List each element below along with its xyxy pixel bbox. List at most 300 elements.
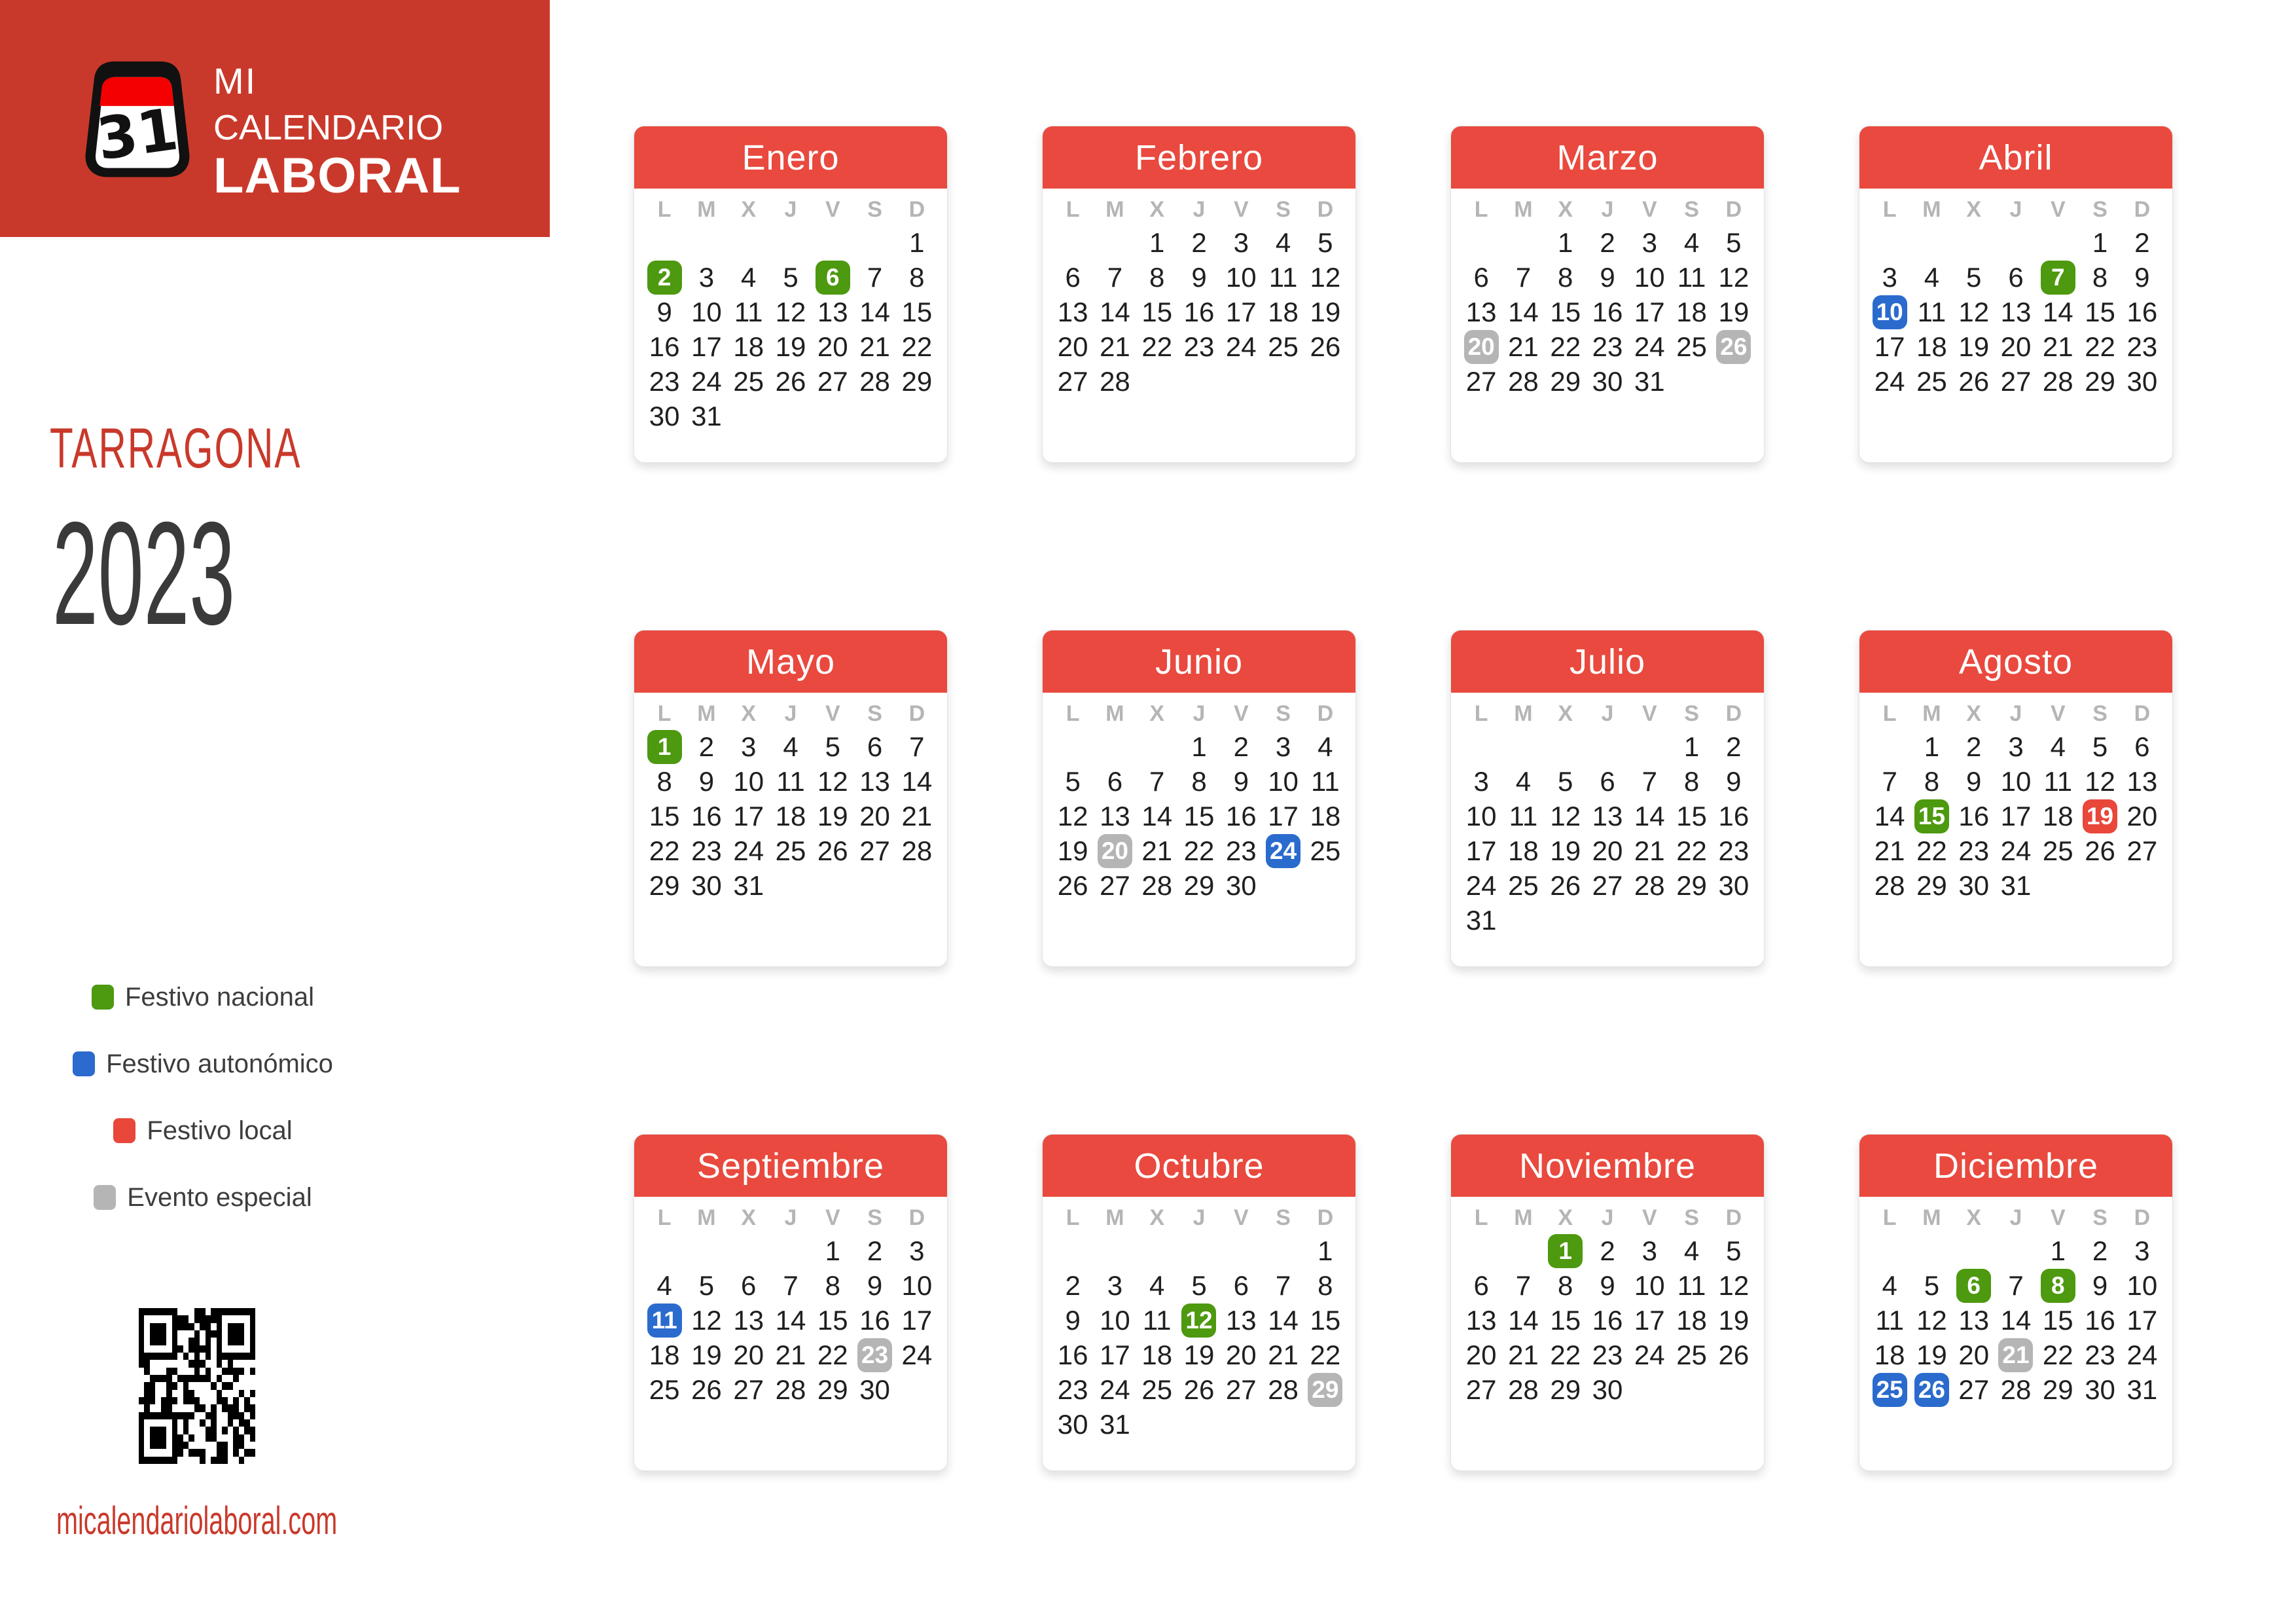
day-cell (2121, 799, 2163, 833)
day-cell (1995, 1303, 2037, 1338)
day-cell (1869, 729, 1910, 764)
day-cell (1545, 260, 1587, 295)
weekday-label: V (825, 701, 840, 726)
days-grid (634, 728, 947, 938)
month-title: Marzo (1451, 126, 1764, 189)
day-cell (728, 799, 770, 833)
weekday-header-row (1451, 693, 1764, 728)
day-cell (1136, 1372, 1178, 1407)
day-number: 6 (1473, 1269, 1489, 1301)
day-cell (1502, 1268, 1544, 1303)
day-cell (770, 868, 812, 903)
day-number: 6 (1065, 261, 1081, 293)
day-number: 5 (783, 261, 798, 293)
day-cell (1670, 399, 1712, 433)
day-badge-nacional: 6 (816, 261, 850, 295)
day-cell (643, 399, 685, 433)
day-cell (812, 799, 853, 833)
day-cell (1262, 1303, 1304, 1338)
day-cell (1094, 764, 1136, 799)
weekday-label: S (2092, 1205, 2108, 1230)
day-cell (728, 1407, 770, 1442)
day-cell (1869, 799, 1910, 833)
day-cell (2079, 1303, 2121, 1338)
day-number: 19 (1550, 835, 1581, 866)
day-cell (853, 1407, 895, 1442)
day-number: 13 (2000, 296, 2032, 327)
weekday-label: M (1514, 701, 1533, 726)
day-cell (1587, 1407, 1628, 1442)
day-number: 26 (691, 1374, 722, 1405)
day-cell (1262, 764, 1304, 799)
day-cell (2037, 399, 2079, 433)
day-number: 19 (1310, 296, 1341, 327)
day-cell (1628, 364, 1670, 399)
weekday-label: V (1233, 196, 1249, 222)
weekday-label: M (1105, 701, 1124, 726)
day-cell (685, 225, 727, 260)
website-link[interactable]: micalendariolaboral.com (56, 1499, 338, 1542)
day-cell (728, 833, 770, 868)
month-title: Julio (1451, 630, 1764, 693)
weekday-label: S (1276, 1205, 1291, 1230)
day-cell (1136, 364, 1178, 399)
day-cell (770, 295, 812, 329)
weekday-label: X (1966, 1205, 1982, 1230)
day-cell (1220, 799, 1262, 833)
day-cell (1670, 1303, 1712, 1338)
day-cell (1304, 868, 1346, 903)
day-number: 15 (1310, 1304, 1341, 1336)
day-number: 3 (909, 1235, 925, 1266)
day-number: 18 (1676, 296, 1707, 327)
day-cell (1136, 1303, 1178, 1338)
day-cell (728, 1233, 770, 1268)
weekday-label: J (784, 701, 797, 726)
day-cell (1910, 903, 1952, 938)
day-number: 26 (1310, 331, 1341, 362)
day-cell (1628, 1233, 1670, 1268)
day-cell (1713, 260, 1755, 295)
day-number: 23 (2126, 331, 2158, 362)
day-cell (1713, 729, 1755, 764)
day-number: 25 (1310, 835, 1341, 866)
day-number: 17 (901, 1304, 933, 1336)
day-cell (728, 260, 770, 295)
weekday-label: L (657, 701, 672, 726)
day-number: 13 (1225, 1304, 1257, 1336)
day-number: 1 (1149, 227, 1165, 258)
day-cell (812, 295, 853, 329)
day-cell (853, 399, 895, 433)
day-cell (812, 1338, 853, 1372)
day-cell (853, 295, 895, 329)
day-cell (1262, 833, 1304, 868)
day-number: 23 (691, 835, 722, 866)
day-cell (1670, 1372, 1712, 1407)
day-cell (1178, 1233, 1220, 1268)
day-cell (1094, 1303, 1136, 1338)
day-number: 24 (691, 365, 722, 397)
day-cell (853, 260, 895, 295)
day-number: 30 (2126, 365, 2158, 397)
day-cell (896, 799, 938, 833)
day-number: 3 (1275, 731, 1291, 762)
brand-block (0, 0, 550, 237)
day-cell (1178, 729, 1220, 764)
day-number: 1 (825, 1235, 840, 1266)
days-grid (1043, 1232, 1355, 1442)
day-number: 10 (2126, 1269, 2158, 1301)
day-cell (1094, 399, 1136, 433)
day-cell (1995, 1268, 2037, 1303)
day-cell (812, 1268, 853, 1303)
day-number: 15 (2085, 296, 2115, 327)
day-cell (1502, 399, 1544, 433)
day-number: 26 (1718, 1339, 1749, 1370)
day-number: 16 (1958, 800, 1990, 831)
day-number: 30 (2085, 1374, 2115, 1405)
weekday-label: V (1233, 701, 1249, 726)
day-cell (1262, 295, 1304, 329)
day-number: 1 (1191, 731, 1207, 762)
day-number: 21 (1100, 331, 1130, 362)
legend-item-especial (94, 1182, 312, 1213)
day-number: 16 (649, 331, 680, 362)
day-cell (1953, 1338, 1995, 1372)
day-number: 9 (1600, 261, 1615, 293)
day-cell (1869, 833, 1910, 868)
day-cell (1052, 329, 1094, 364)
day-cell (812, 225, 853, 260)
day-number: 6 (2008, 261, 2024, 293)
day-cell (896, 1338, 938, 1372)
day-cell (2037, 833, 2079, 868)
day-number: 14 (1634, 800, 1665, 831)
day-cell (1587, 764, 1628, 799)
weekday-label: S (1276, 196, 1291, 222)
day-cell (2079, 1268, 2121, 1303)
day-number: 14 (1100, 296, 1130, 327)
day-number: 14 (1508, 296, 1539, 327)
day-number: 9 (1600, 1269, 1615, 1301)
day-number: 19 (1916, 1339, 1947, 1370)
day-cell (1995, 1407, 2037, 1442)
day-cell (1587, 1268, 1628, 1303)
month-card-mayo (634, 630, 948, 967)
day-cell (1910, 1407, 1952, 1442)
day-cell (2079, 329, 2121, 364)
day-number: 20 (2000, 331, 2032, 362)
day-cell (1460, 225, 1502, 260)
day-cell (2037, 225, 2079, 260)
day-cell (1220, 1303, 1262, 1338)
day-cell (1178, 1407, 1220, 1442)
day-number: 27 (733, 1374, 764, 1405)
day-cell (728, 295, 770, 329)
day-number: 18 (1310, 800, 1341, 831)
day-cell (1136, 1407, 1178, 1442)
day-cell (2121, 1268, 2163, 1303)
day-cell (1910, 295, 1952, 329)
day-number: 25 (1268, 331, 1299, 362)
day-cell (1545, 1268, 1587, 1303)
day-number: 30 (691, 869, 722, 901)
day-number: 20 (1057, 331, 1088, 362)
day-cell (1587, 1372, 1628, 1407)
day-cell (1545, 903, 1587, 938)
days-grid (1451, 1232, 1764, 1442)
day-cell (1460, 364, 1502, 399)
day-cell (770, 364, 812, 399)
day-number: 5 (1726, 1235, 1742, 1266)
day-cell (1953, 295, 1995, 329)
day-cell (896, 295, 938, 329)
weekday-label: L (657, 196, 672, 222)
day-cell (1910, 833, 1952, 868)
day-number: 13 (2126, 765, 2158, 797)
day-cell (2037, 764, 2079, 799)
day-cell (1995, 799, 2037, 833)
day-badge-nacional: 1 (1548, 1234, 1583, 1268)
day-number: 7 (1107, 261, 1123, 293)
day-cell (1262, 729, 1304, 764)
day-number: 16 (1718, 800, 1749, 831)
day-cell (1262, 260, 1304, 295)
day-number: 13 (1592, 800, 1623, 831)
day-cell (1713, 329, 1755, 364)
day-cell (685, 399, 727, 433)
day-cell (1628, 295, 1670, 329)
day-number: 18 (775, 800, 806, 831)
day-number: 10 (2000, 765, 2032, 797)
day-number: 20 (1465, 1339, 1497, 1370)
day-cell (1545, 295, 1587, 329)
day-cell (1304, 364, 1346, 399)
day-number: 31 (733, 869, 764, 901)
day-cell (1502, 364, 1544, 399)
day-cell (1713, 799, 1755, 833)
day-number: 29 (2085, 365, 2115, 397)
day-cell (1220, 1372, 1262, 1407)
day-cell (812, 364, 853, 399)
weekday-label: L (1066, 701, 1080, 726)
day-number: 29 (1550, 365, 1581, 397)
day-cell (770, 833, 812, 868)
day-cell (853, 1338, 895, 1372)
day-cell (896, 364, 938, 399)
day-number: 29 (1550, 1374, 1581, 1405)
day-cell (2079, 225, 2121, 260)
day-cell (643, 1268, 685, 1303)
day-cell (1587, 868, 1628, 903)
day-cell (1304, 1233, 1346, 1268)
day-number: 14 (1508, 1304, 1539, 1336)
day-cell (1995, 399, 2037, 433)
day-cell (1304, 1407, 1346, 1442)
day-cell (685, 729, 727, 764)
day-cell (1502, 1303, 1544, 1338)
weekday-label: M (1922, 196, 1941, 222)
especial-color-swatch (94, 1185, 116, 1210)
day-cell (1460, 295, 1502, 329)
day-number: 13 (1465, 296, 1497, 327)
day-cell (853, 1372, 895, 1407)
day-cell (896, 1372, 938, 1407)
day-cell (1628, 833, 1670, 868)
day-number: 7 (867, 261, 883, 293)
day-number: 26 (1550, 869, 1581, 901)
day-cell (1460, 1233, 1502, 1268)
day-number: 31 (2000, 869, 2032, 901)
day-cell (2121, 868, 2163, 903)
day-cell (1094, 225, 1136, 260)
day-cell (685, 868, 727, 903)
day-cell (1136, 329, 1178, 364)
month-card-diciembre (1859, 1134, 2173, 1471)
weekday-label: L (1882, 701, 1897, 726)
day-number: 16 (1057, 1339, 1088, 1370)
day-number: 14 (1268, 1304, 1299, 1336)
day-cell (1460, 868, 1502, 903)
day-number: 14 (1874, 800, 1905, 831)
day-cell (1587, 1303, 1628, 1338)
day-cell (1713, 764, 1755, 799)
day-number: 17 (1465, 835, 1497, 866)
day-cell (770, 799, 812, 833)
day-cell (853, 225, 895, 260)
weekday-label: L (657, 1205, 672, 1230)
day-cell (1670, 260, 1712, 295)
day-number: 8 (825, 1269, 840, 1301)
day-number: 4 (1275, 227, 1291, 258)
weekday-label: M (1514, 1205, 1533, 1230)
day-cell (1178, 329, 1220, 364)
day-number: 14 (901, 765, 933, 797)
weekday-label: L (1474, 701, 1488, 726)
weekday-label: X (1149, 701, 1165, 726)
day-cell (1953, 399, 1995, 433)
day-number: 21 (1508, 1339, 1539, 1370)
weekday-label: X (1558, 196, 1573, 222)
day-number: 12 (2085, 765, 2115, 797)
day-cell (853, 1303, 895, 1338)
day-number: 6 (1107, 765, 1123, 797)
day-number: 28 (1268, 1374, 1299, 1405)
day-cell (1304, 225, 1346, 260)
day-number: 10 (733, 765, 764, 797)
day-badge-nacional: 2 (647, 261, 682, 295)
day-cell (1178, 1338, 1220, 1372)
weekday-header-row (1859, 693, 2172, 728)
day-cell (1545, 399, 1587, 433)
day-cell (728, 329, 770, 364)
weekday-label: M (1922, 701, 1941, 726)
day-number: 15 (817, 1304, 848, 1336)
day-cell (1178, 295, 1220, 329)
day-number: 4 (1924, 261, 1940, 293)
weekday-label: V (2050, 1205, 2066, 1230)
day-number: 19 (1183, 1339, 1215, 1370)
day-cell (643, 868, 685, 903)
day-number: 1 (1558, 227, 1573, 258)
day-cell (643, 1338, 685, 1372)
day-cell (853, 833, 895, 868)
day-number: 7 (1149, 765, 1165, 797)
day-cell (1587, 1338, 1628, 1372)
weekday-label: D (2134, 701, 2151, 726)
day-cell (1995, 295, 2037, 329)
day-cell (728, 1372, 770, 1407)
local-color-swatch (113, 1118, 135, 1143)
day-cell (812, 260, 853, 295)
day-number: 27 (1592, 869, 1623, 901)
day-cell (1220, 1407, 1262, 1442)
weekday-label: S (2092, 701, 2108, 726)
weekday-header-row (1859, 189, 2172, 224)
day-cell (1262, 399, 1304, 433)
month-card-abril (1859, 126, 2173, 463)
day-number: 4 (783, 731, 798, 762)
day-cell (896, 1407, 938, 1442)
day-cell (1713, 399, 1755, 433)
day-cell (1052, 799, 1094, 833)
day-number: 19 (775, 331, 806, 362)
day-number: 16 (859, 1304, 890, 1336)
day-number: 18 (1874, 1339, 1905, 1370)
autonomico-color-swatch (73, 1051, 95, 1076)
day-number: 25 (649, 1374, 680, 1405)
day-cell (1052, 1303, 1094, 1338)
day-cell (1628, 868, 1670, 903)
day-cell (1995, 225, 2037, 260)
month-title: Abril (1859, 126, 2172, 189)
weekday-label: J (1193, 1205, 1206, 1230)
weekday-label: X (741, 1205, 757, 1230)
day-cell (896, 868, 938, 903)
day-number: 7 (909, 731, 925, 762)
days-grid (634, 224, 947, 433)
day-number: 2 (1233, 731, 1249, 762)
day-cell (1628, 225, 1670, 260)
day-cell (770, 1407, 812, 1442)
day-number: 21 (775, 1339, 806, 1370)
day-cell (1953, 799, 1995, 833)
day-number: 12 (1718, 261, 1749, 293)
day-cell (728, 729, 770, 764)
weekday-label: X (741, 196, 757, 222)
day-number: 21 (1874, 835, 1905, 866)
month-card-enero (634, 126, 948, 463)
day-number: 13 (1100, 800, 1130, 831)
weekday-label: S (867, 196, 882, 222)
day-number: 5 (1966, 261, 1982, 293)
day-cell (1869, 1233, 1910, 1268)
day-cell (1545, 1372, 1587, 1407)
day-cell (1094, 1338, 1136, 1372)
day-cell (896, 329, 938, 364)
day-cell (1502, 833, 1544, 868)
day-number: 1 (1924, 731, 1940, 762)
day-cell (2037, 1338, 2079, 1372)
day-cell (1502, 903, 1544, 938)
day-number: 19 (1718, 296, 1749, 327)
day-number: 30 (1592, 365, 1623, 397)
day-number: 10 (901, 1269, 933, 1301)
day-number: 23 (2085, 1339, 2115, 1370)
day-cell (2079, 364, 2121, 399)
day-number: 11 (1677, 1269, 1706, 1301)
